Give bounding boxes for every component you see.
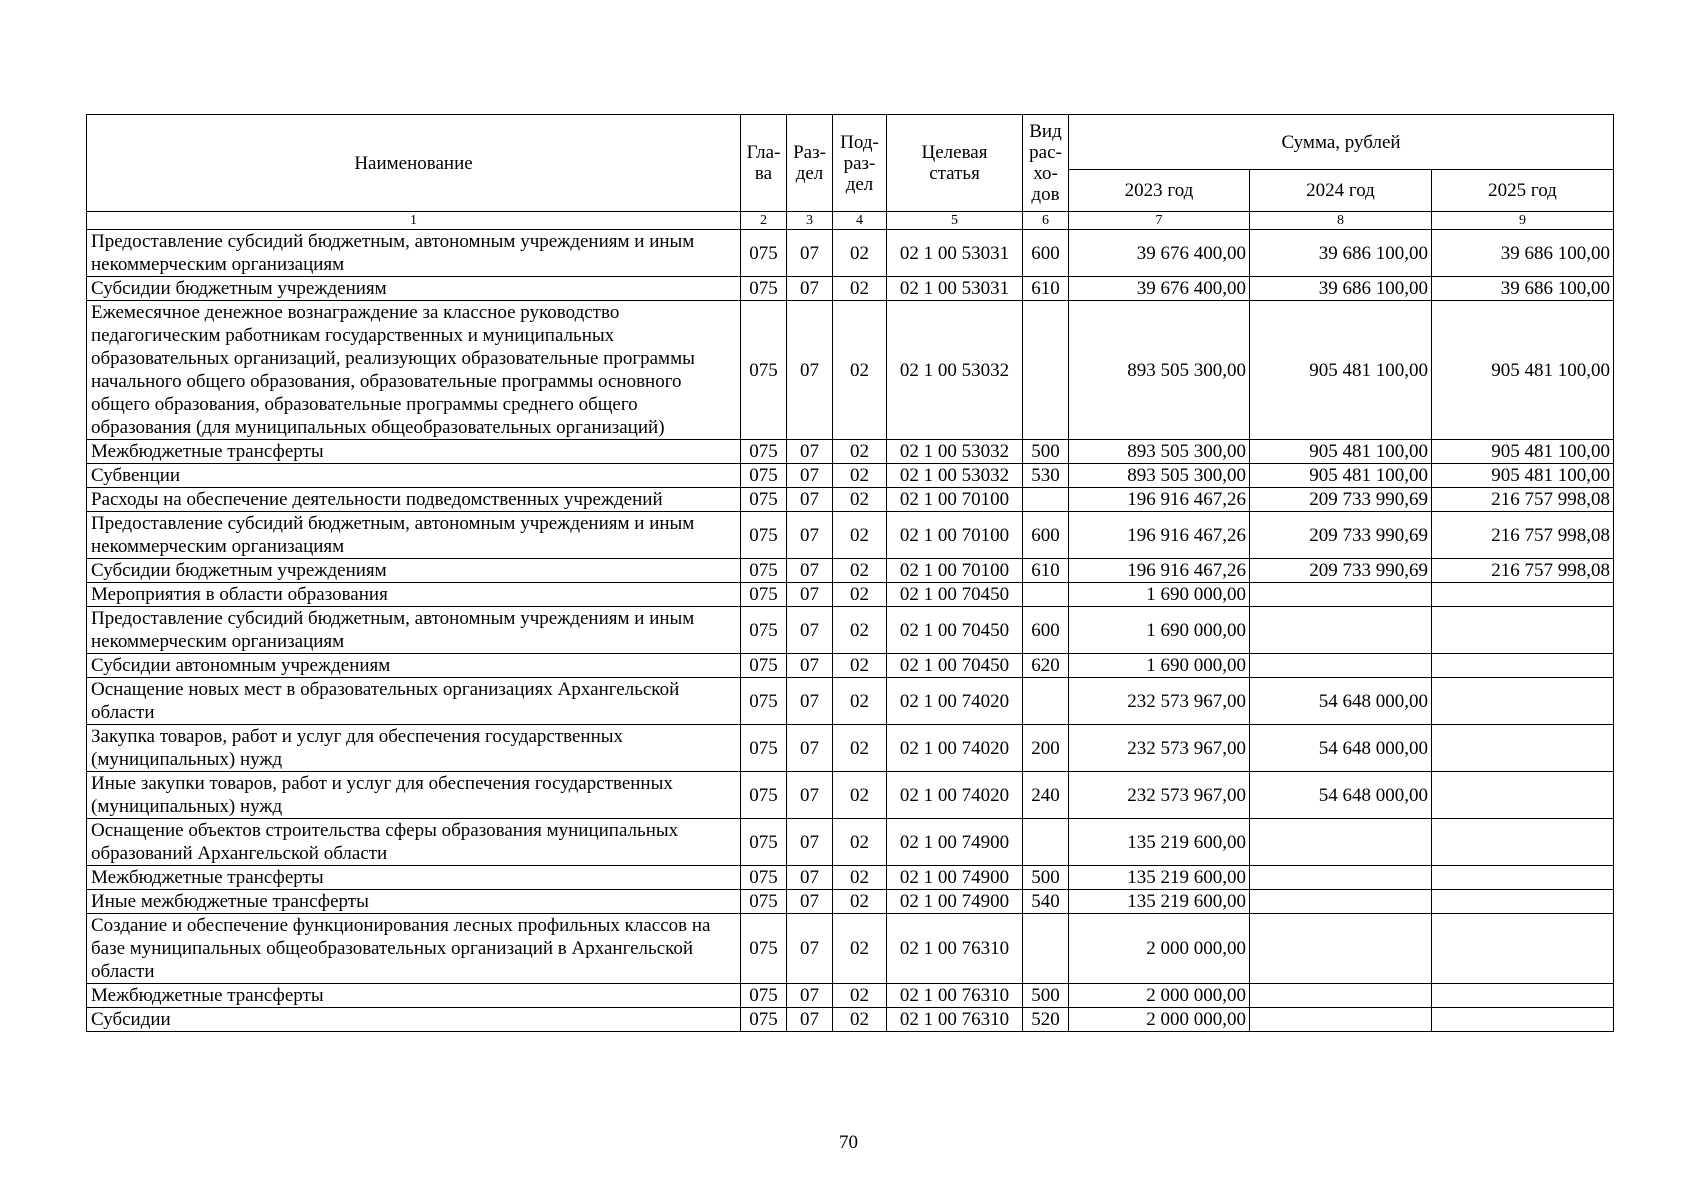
cell-podrazdel: 02 xyxy=(833,512,887,559)
cell-glava: 075 xyxy=(741,512,787,559)
budget-table xyxy=(86,114,1614,1032)
cell-razdel: 07 xyxy=(787,914,833,984)
cell-glava: 075 xyxy=(741,230,787,277)
cell-podrazdel: 02 xyxy=(833,654,887,678)
cell-celevaya-statya: 02 1 00 76310 xyxy=(887,914,1023,984)
header-year-2023: 2023 год xyxy=(1069,170,1250,212)
cell-sum-2023: 2 000 000,00 xyxy=(1069,984,1250,1008)
cell-podrazdel: 02 xyxy=(833,583,887,607)
table-row xyxy=(87,984,1614,1008)
cell-razdel: 07 xyxy=(787,725,833,772)
cell-razdel: 07 xyxy=(787,819,833,866)
cell-glava: 075 xyxy=(741,654,787,678)
header-line: рас- xyxy=(1029,142,1062,163)
cell-razdel: 07 xyxy=(787,559,833,583)
page-number: 70 xyxy=(839,1132,858,1153)
cell-sum-2025: 39 686 100,00 xyxy=(1432,230,1614,277)
cell-name: Предоставление субсидий бюджетным, автономным учреждениям и иным некоммерческим организациям xyxy=(87,512,741,559)
cell-razdel: 07 xyxy=(787,772,833,819)
cell-glava: 075 xyxy=(741,277,787,301)
cell-vid-rashodov xyxy=(1023,583,1069,607)
cell-sum-2024 xyxy=(1250,819,1432,866)
cell-podrazdel: 02 xyxy=(833,819,887,866)
cell-celevaya-statya: 02 1 00 53032 xyxy=(887,464,1023,488)
table-row xyxy=(87,301,1614,440)
table-row xyxy=(87,464,1614,488)
cell-razdel: 07 xyxy=(787,440,833,464)
cell-sum-2025: 216 757 998,08 xyxy=(1432,559,1614,583)
column-index: 9 xyxy=(1432,212,1614,230)
cell-razdel: 07 xyxy=(787,301,833,440)
cell-vid-rashodov: 240 xyxy=(1023,772,1069,819)
cell-podrazdel: 02 xyxy=(833,866,887,890)
header-line: Раз- xyxy=(793,142,826,163)
cell-razdel: 07 xyxy=(787,464,833,488)
cell-glava: 075 xyxy=(741,559,787,583)
cell-sum-2025 xyxy=(1432,607,1614,654)
cell-vid-rashodov: 500 xyxy=(1023,440,1069,464)
cell-vid-rashodov: 600 xyxy=(1023,607,1069,654)
cell-vid-rashodov xyxy=(1023,488,1069,512)
cell-sum-2025: 905 481 100,00 xyxy=(1432,440,1614,464)
cell-podrazdel: 02 xyxy=(833,984,887,1008)
cell-glava: 075 xyxy=(741,607,787,654)
header-razdel xyxy=(787,115,833,212)
column-index: 4 xyxy=(833,212,887,230)
cell-name: Предоставление субсидий бюджетным, автономным учреждениям и иным некоммерческим организациям xyxy=(87,607,741,654)
cell-sum-2023: 232 573 967,00 xyxy=(1069,725,1250,772)
cell-sum-2024 xyxy=(1250,1008,1432,1032)
cell-celevaya-statya: 02 1 00 53032 xyxy=(887,301,1023,440)
header-line: Гла- xyxy=(746,142,781,163)
cell-name: Иные закупки товаров, работ и услуг для обеспечения государственных (муниципальных) нужд xyxy=(87,772,741,819)
header-line: ва xyxy=(754,163,773,184)
table-row xyxy=(87,559,1614,583)
cell-sum-2023: 1 690 000,00 xyxy=(1069,607,1250,654)
cell-name: Субсидии автономным учреждениям xyxy=(87,654,741,678)
header-line: Целевая xyxy=(921,142,988,163)
header-name: Наименование xyxy=(87,115,741,212)
cell-sum-2023: 2 000 000,00 xyxy=(1069,1008,1250,1032)
cell-podrazdel: 02 xyxy=(833,488,887,512)
cell-sum-2024: 209 733 990,69 xyxy=(1250,488,1432,512)
header-line: дел xyxy=(795,163,824,184)
cell-razdel: 07 xyxy=(787,583,833,607)
cell-vid-rashodov xyxy=(1023,301,1069,440)
cell-podrazdel: 02 xyxy=(833,678,887,725)
cell-sum-2024 xyxy=(1250,583,1432,607)
cell-sum-2024 xyxy=(1250,866,1432,890)
cell-podrazdel: 02 xyxy=(833,440,887,464)
table-row xyxy=(87,678,1614,725)
header-celevaya-statya xyxy=(887,115,1023,212)
cell-vid-rashodov: 500 xyxy=(1023,984,1069,1008)
cell-razdel: 07 xyxy=(787,488,833,512)
cell-celevaya-statya: 02 1 00 74900 xyxy=(887,866,1023,890)
cell-celevaya-statya: 02 1 00 74020 xyxy=(887,678,1023,725)
table-row xyxy=(87,725,1614,772)
cell-podrazdel: 02 xyxy=(833,725,887,772)
cell-sum-2024 xyxy=(1250,914,1432,984)
cell-glava: 075 xyxy=(741,464,787,488)
cell-podrazdel: 02 xyxy=(833,607,887,654)
cell-sum-2023: 1 690 000,00 xyxy=(1069,583,1250,607)
cell-vid-rashodov xyxy=(1023,914,1069,984)
cell-name: Межбюджетные трансферты xyxy=(87,984,741,1008)
cell-celevaya-statya: 02 1 00 70100 xyxy=(887,488,1023,512)
cell-sum-2025 xyxy=(1432,819,1614,866)
cell-sum-2023: 893 505 300,00 xyxy=(1069,440,1250,464)
cell-vid-rashodov: 520 xyxy=(1023,1008,1069,1032)
cell-vid-rashodov: 610 xyxy=(1023,277,1069,301)
cell-name: Мероприятия в области образования xyxy=(87,583,741,607)
table-row xyxy=(87,488,1614,512)
cell-sum-2024: 905 481 100,00 xyxy=(1250,301,1432,440)
cell-sum-2023: 135 219 600,00 xyxy=(1069,866,1250,890)
cell-razdel: 07 xyxy=(787,512,833,559)
cell-glava: 075 xyxy=(741,1008,787,1032)
cell-podrazdel: 02 xyxy=(833,890,887,914)
cell-celevaya-statya: 02 1 00 74900 xyxy=(887,890,1023,914)
cell-name: Создание и обеспечение функционирования лесных профильных классов на базе муниципальных общеобразовательных организаций в Архангельской области xyxy=(87,914,741,984)
cell-name: Субсидии бюджетным учреждениям xyxy=(87,277,741,301)
cell-sum-2025 xyxy=(1432,583,1614,607)
cell-celevaya-statya: 02 1 00 53031 xyxy=(887,230,1023,277)
cell-sum-2025 xyxy=(1432,725,1614,772)
column-index: 3 xyxy=(787,212,833,230)
cell-vid-rashodov: 500 xyxy=(1023,866,1069,890)
table-header xyxy=(87,115,1614,212)
cell-sum-2024: 54 648 000,00 xyxy=(1250,678,1432,725)
cell-sum-2024: 39 686 100,00 xyxy=(1250,230,1432,277)
header-line: статья xyxy=(929,163,980,184)
cell-name: Оснащение новых мест в образовательных организациях Архангельской области xyxy=(87,678,741,725)
cell-name: Предоставление субсидий бюджетным, автономным учреждениям и иным некоммерческим организациям xyxy=(87,230,741,277)
cell-sum-2023: 232 573 967,00 xyxy=(1069,772,1250,819)
cell-razdel: 07 xyxy=(787,1008,833,1032)
cell-razdel: 07 xyxy=(787,984,833,1008)
cell-glava: 075 xyxy=(741,819,787,866)
cell-sum-2023: 893 505 300,00 xyxy=(1069,301,1250,440)
cell-sum-2023: 39 676 400,00 xyxy=(1069,277,1250,301)
cell-podrazdel: 02 xyxy=(833,914,887,984)
header-year-2025: 2025 год xyxy=(1432,170,1614,212)
cell-vid-rashodov: 600 xyxy=(1023,230,1069,277)
cell-razdel: 07 xyxy=(787,866,833,890)
cell-podrazdel: 02 xyxy=(833,1008,887,1032)
cell-sum-2023: 196 916 467,26 xyxy=(1069,488,1250,512)
cell-name: Субсидии бюджетным учреждениям xyxy=(87,559,741,583)
cell-name: Иные межбюджетные трансферты xyxy=(87,890,741,914)
header-line: Вид xyxy=(1029,121,1062,142)
column-index: 1 xyxy=(87,212,741,230)
cell-sum-2024: 54 648 000,00 xyxy=(1250,772,1432,819)
table-row xyxy=(87,914,1614,984)
cell-sum-2023: 2 000 000,00 xyxy=(1069,914,1250,984)
header-podrazdel xyxy=(833,115,887,212)
cell-glava: 075 xyxy=(741,914,787,984)
cell-name: Ежемесячное денежное вознаграждение за классное руководство педагогическим работникам государственных и муниципальных образовательных организаций, реализующих образовательные программы начального общего образования, образовательные программы основного общего образования, образовательные программы среднего общего образования (для муниципальных общеобразовательных организаций) xyxy=(87,301,741,440)
cell-razdel: 07 xyxy=(787,230,833,277)
cell-vid-rashodov: 530 xyxy=(1023,464,1069,488)
cell-sum-2024: 209 733 990,69 xyxy=(1250,559,1432,583)
cell-celevaya-statya: 02 1 00 70450 xyxy=(887,654,1023,678)
cell-razdel: 07 xyxy=(787,678,833,725)
cell-sum-2025 xyxy=(1432,866,1614,890)
cell-celevaya-statya: 02 1 00 74900 xyxy=(887,819,1023,866)
cell-sum-2024 xyxy=(1250,607,1432,654)
cell-name: Субсидии xyxy=(87,1008,741,1032)
column-index: 8 xyxy=(1250,212,1432,230)
cell-celevaya-statya: 02 1 00 53032 xyxy=(887,440,1023,464)
cell-celevaya-statya: 02 1 00 70450 xyxy=(887,583,1023,607)
cell-sum-2024: 39 686 100,00 xyxy=(1250,277,1432,301)
cell-vid-rashodov xyxy=(1023,678,1069,725)
column-index: 5 xyxy=(887,212,1023,230)
table-row xyxy=(87,277,1614,301)
cell-glava: 075 xyxy=(741,725,787,772)
cell-podrazdel: 02 xyxy=(833,464,887,488)
table-row xyxy=(87,440,1614,464)
cell-sum-2025 xyxy=(1432,914,1614,984)
column-index: 2 xyxy=(741,212,787,230)
column-index: 7 xyxy=(1069,212,1250,230)
cell-razdel: 07 xyxy=(787,607,833,654)
cell-name: Межбюджетные трансферты xyxy=(87,440,741,464)
cell-sum-2024: 209 733 990,69 xyxy=(1250,512,1432,559)
header-line: дов xyxy=(1031,184,1060,205)
table-row xyxy=(87,772,1614,819)
header-vid-rashodov xyxy=(1023,115,1069,212)
cell-vid-rashodov: 620 xyxy=(1023,654,1069,678)
cell-sum-2023: 135 219 600,00 xyxy=(1069,890,1250,914)
cell-sum-2023: 196 916 467,26 xyxy=(1069,559,1250,583)
cell-celevaya-statya: 02 1 00 70450 xyxy=(887,607,1023,654)
cell-glava: 075 xyxy=(741,488,787,512)
column-index: 6 xyxy=(1023,212,1069,230)
cell-celevaya-statya: 02 1 00 76310 xyxy=(887,1008,1023,1032)
cell-vid-rashodov: 610 xyxy=(1023,559,1069,583)
cell-sum-2023: 39 676 400,00 xyxy=(1069,230,1250,277)
cell-sum-2025 xyxy=(1432,984,1614,1008)
cell-name: Расходы на обеспечение деятельности подведомственных учреждений xyxy=(87,488,741,512)
table-body xyxy=(87,212,1614,1032)
cell-celevaya-statya: 02 1 00 53031 xyxy=(887,277,1023,301)
cell-celevaya-statya: 02 1 00 74020 xyxy=(887,725,1023,772)
column-index-row xyxy=(87,212,1614,230)
cell-celevaya-statya: 02 1 00 74020 xyxy=(887,772,1023,819)
cell-glava: 075 xyxy=(741,301,787,440)
cell-vid-rashodov: 540 xyxy=(1023,890,1069,914)
header-line: хо- xyxy=(1033,163,1058,184)
cell-glava: 075 xyxy=(741,583,787,607)
cell-sum-2023: 1 690 000,00 xyxy=(1069,654,1250,678)
header-line: Под- xyxy=(840,131,879,153)
cell-podrazdel: 02 xyxy=(833,230,887,277)
cell-sum-2023: 232 573 967,00 xyxy=(1069,678,1250,725)
cell-podrazdel: 02 xyxy=(833,277,887,301)
cell-sum-2024 xyxy=(1250,654,1432,678)
cell-vid-rashodov xyxy=(1023,819,1069,866)
cell-sum-2025: 905 481 100,00 xyxy=(1432,301,1614,440)
cell-glava: 075 xyxy=(741,866,787,890)
cell-sum-2025 xyxy=(1432,1008,1614,1032)
cell-podrazdel: 02 xyxy=(833,772,887,819)
table-row xyxy=(87,654,1614,678)
cell-sum-2025: 216 757 998,08 xyxy=(1432,488,1614,512)
table-row xyxy=(87,819,1614,866)
cell-sum-2024: 54 648 000,00 xyxy=(1250,725,1432,772)
cell-glava: 075 xyxy=(741,678,787,725)
header-summa: Сумма, рублей xyxy=(1069,115,1614,170)
table-row xyxy=(87,890,1614,914)
cell-celevaya-statya: 02 1 00 70100 xyxy=(887,512,1023,559)
cell-sum-2024: 905 481 100,00 xyxy=(1250,464,1432,488)
cell-podrazdel: 02 xyxy=(833,559,887,583)
cell-name: Закупка товаров, работ и услуг для обеспечения государственных (муниципальных) нужд xyxy=(87,725,741,772)
table-row xyxy=(87,512,1614,559)
cell-glava: 075 xyxy=(741,772,787,819)
cell-sum-2025 xyxy=(1432,678,1614,725)
cell-sum-2023: 135 219 600,00 xyxy=(1069,819,1250,866)
cell-glava: 075 xyxy=(741,984,787,1008)
cell-sum-2024: 905 481 100,00 xyxy=(1250,440,1432,464)
table-row xyxy=(87,607,1614,654)
cell-sum-2025: 905 481 100,00 xyxy=(1432,464,1614,488)
cell-razdel: 07 xyxy=(787,890,833,914)
cell-celevaya-statya: 02 1 00 76310 xyxy=(887,984,1023,1008)
header-glava xyxy=(741,115,787,212)
table-row xyxy=(87,1008,1614,1032)
cell-glava: 075 xyxy=(741,890,787,914)
cell-celevaya-statya: 02 1 00 70100 xyxy=(887,559,1023,583)
table-row xyxy=(87,230,1614,277)
header-line: раз- xyxy=(843,152,876,174)
cell-name: Субвенции xyxy=(87,464,741,488)
cell-sum-2025: 216 757 998,08 xyxy=(1432,512,1614,559)
cell-podrazdel: 02 xyxy=(833,301,887,440)
header-year-2024: 2024 год xyxy=(1250,170,1432,212)
table-row xyxy=(87,866,1614,890)
cell-razdel: 07 xyxy=(787,277,833,301)
cell-glava: 075 xyxy=(741,440,787,464)
cell-sum-2025 xyxy=(1432,772,1614,819)
cell-sum-2025 xyxy=(1432,890,1614,914)
cell-sum-2025: 39 686 100,00 xyxy=(1432,277,1614,301)
cell-sum-2023: 196 916 467,26 xyxy=(1069,512,1250,559)
cell-name: Межбюджетные трансферты xyxy=(87,866,741,890)
table-row xyxy=(87,583,1614,607)
cell-vid-rashodov: 200 xyxy=(1023,725,1069,772)
cell-razdel: 07 xyxy=(787,654,833,678)
cell-vid-rashodov: 600 xyxy=(1023,512,1069,559)
cell-sum-2025 xyxy=(1432,654,1614,678)
cell-sum-2023: 893 505 300,00 xyxy=(1069,464,1250,488)
cell-sum-2024 xyxy=(1250,890,1432,914)
header-line: дел xyxy=(845,173,874,195)
cell-sum-2024 xyxy=(1250,984,1432,1008)
cell-name: Оснащение объектов строительства сферы образования муниципальных образований Архангельской области xyxy=(87,819,741,866)
